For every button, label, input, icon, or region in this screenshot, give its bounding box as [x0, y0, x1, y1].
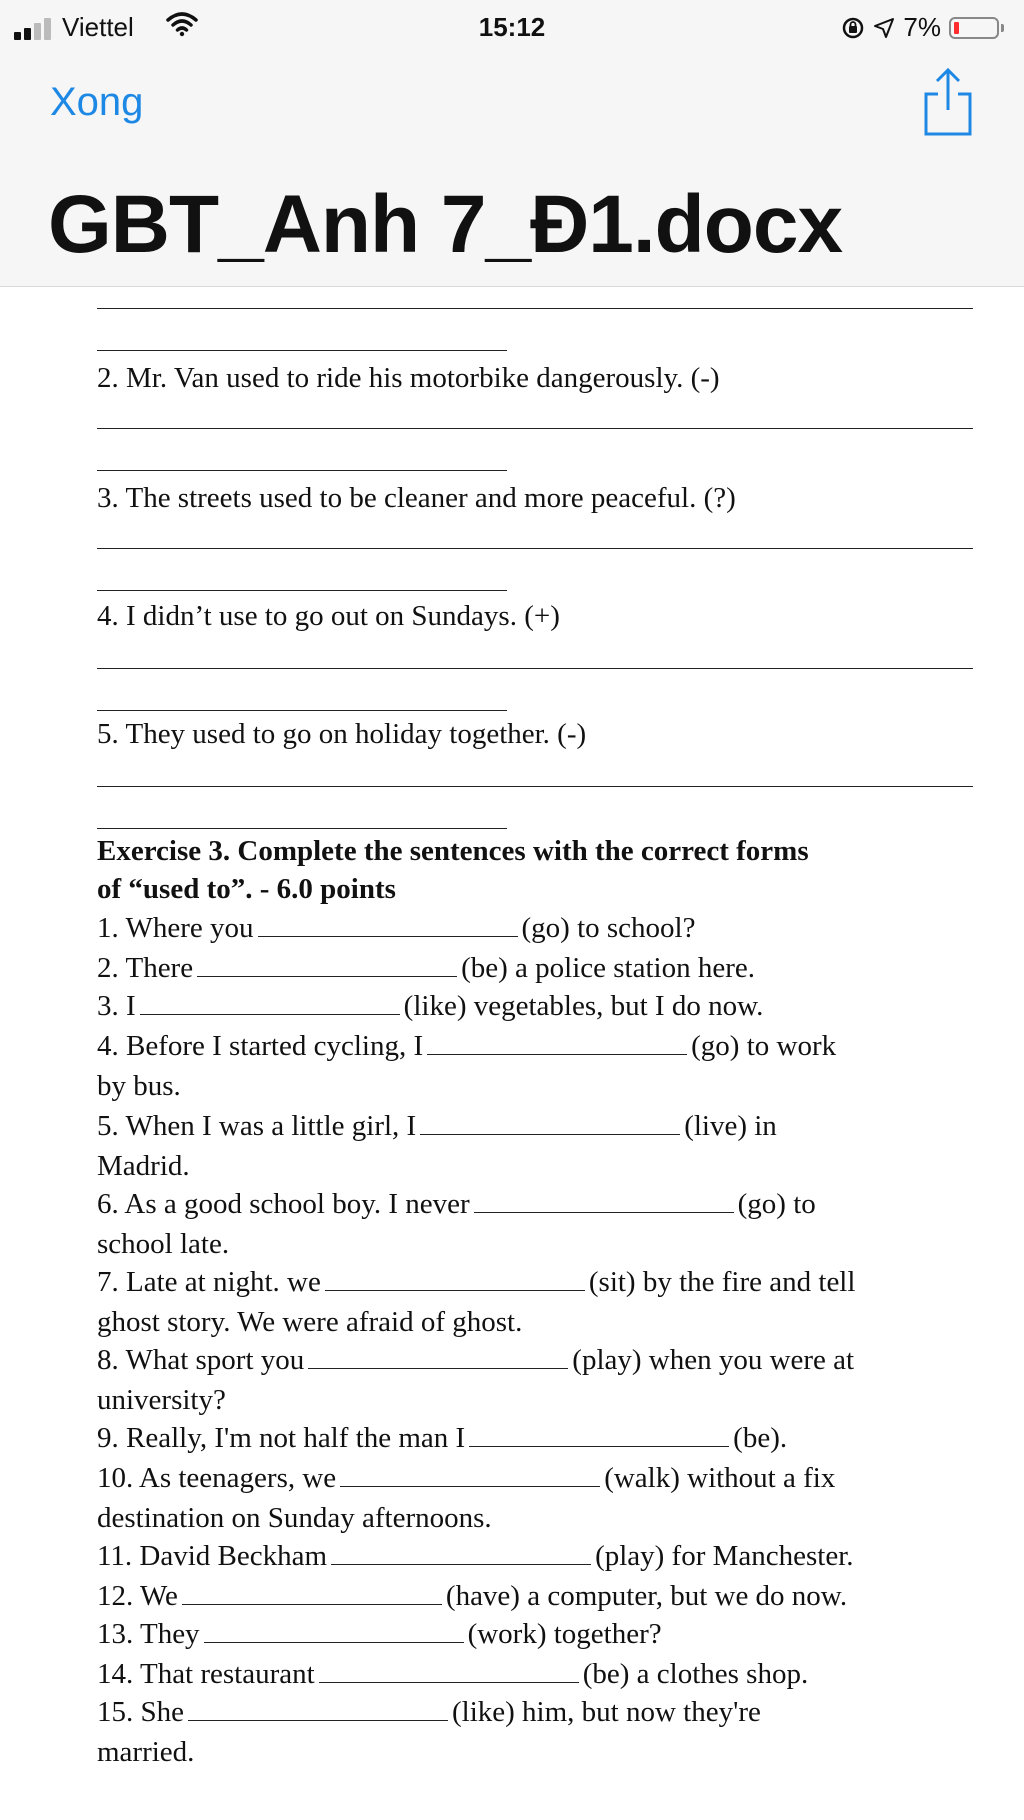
- blank-line: [197, 952, 457, 977]
- document-title: GBT_Anh 7_Đ1.docx: [48, 179, 843, 270]
- exercise3-item: [97, 1418, 977, 1458]
- exercise3-item: [97, 986, 977, 1026]
- item-text: (work) together?: [467, 1618, 662, 1650]
- exercise2-item: 3. The streets used to be cleaner and more peaceful. (?): [97, 482, 736, 514]
- exercise3-item: [97, 1536, 977, 1576]
- answer-line: [97, 710, 507, 711]
- item-text: 7. Late at night. we: [97, 1266, 321, 1298]
- item-text: 1. Where you: [97, 912, 254, 944]
- blank-line: [325, 1266, 585, 1291]
- item-text: (like) vegetables, but I do now.: [403, 990, 764, 1022]
- blank-line: [474, 1188, 734, 1213]
- location-icon: [873, 17, 895, 39]
- item-text: 10. As teenagers, we: [97, 1462, 337, 1494]
- item-text: Madrid.: [97, 1150, 190, 1182]
- item-text: 12. We: [97, 1580, 178, 1612]
- item-text: ghost story. We were afraid of ghost.: [97, 1306, 523, 1338]
- item-text: school late.: [97, 1228, 230, 1260]
- item-text: (sit) by the fire and tell: [588, 1266, 856, 1298]
- exercise3-item: [97, 1576, 977, 1616]
- item-text: by bus.: [97, 1070, 181, 1102]
- answer-line: [97, 828, 507, 829]
- item-text: (be) a police station here.: [461, 952, 755, 984]
- item-text: (have) a computer, but we do now.: [445, 1580, 848, 1612]
- exercise3-item: [97, 1340, 977, 1420]
- blank-line: [308, 1344, 568, 1369]
- blank-line: [420, 1110, 680, 1135]
- orientation-lock-icon: [841, 16, 865, 40]
- exercise3-item: [97, 1458, 977, 1538]
- item-text: (be) a clothes shop.: [582, 1658, 809, 1690]
- share-icon[interactable]: [922, 66, 974, 138]
- blank-line: [469, 1422, 729, 1447]
- exercise3-item: [97, 1106, 977, 1186]
- blank-line: [182, 1580, 442, 1605]
- status-bar: [0, 8, 1024, 48]
- answer-line: [97, 548, 973, 549]
- item-text: 5. When I was a little girl, I: [97, 1110, 417, 1142]
- blank-line: [319, 1658, 579, 1683]
- item-text: (be).: [733, 1422, 788, 1454]
- exercise2-item: 4. I didn’t use to go out on Sundays. (+): [97, 600, 560, 632]
- exercise3-item: [97, 948, 977, 988]
- blank-line: [188, 1696, 448, 1721]
- item-text: 2. There: [97, 952, 194, 984]
- answer-line: [97, 428, 973, 429]
- blank-line: [331, 1540, 591, 1565]
- item-text: (go) to: [737, 1188, 816, 1220]
- answer-line: [97, 786, 973, 787]
- item-text: 3. I: [97, 990, 136, 1022]
- answer-line: [97, 350, 507, 351]
- item-text: 11. David Beckham: [97, 1540, 328, 1572]
- item-text: university?: [97, 1384, 226, 1416]
- item-text: (play) when you were at: [572, 1344, 855, 1376]
- item-text: 9. Really, I'm not half the man I: [97, 1422, 466, 1454]
- exercise3-item: [97, 1262, 977, 1342]
- item-text: (go) to work: [691, 1030, 837, 1062]
- item-text: (play) for Manchester.: [595, 1540, 854, 1572]
- answer-line: [97, 470, 507, 471]
- answer-line: [97, 590, 507, 591]
- battery-icon: [949, 17, 999, 39]
- exercise3-item: [97, 1184, 977, 1264]
- item-text: 15. She: [97, 1696, 184, 1728]
- item-text: 8. What sport you: [97, 1344, 305, 1376]
- battery-tip: [1001, 24, 1004, 32]
- exercise3-item: [97, 1692, 977, 1772]
- item-text: (like) him, but now they're: [452, 1696, 761, 1728]
- exercise3-item: [97, 1654, 977, 1694]
- item-text: 13. They: [97, 1618, 200, 1650]
- exercise3-item: [97, 908, 977, 948]
- navigation-header: [0, 0, 1024, 287]
- blank-line: [427, 1030, 687, 1055]
- blank-line: [258, 912, 518, 937]
- exercise3-item: [97, 1614, 977, 1654]
- battery-percent: 7%: [903, 12, 941, 42]
- blank-line: [204, 1618, 464, 1643]
- exercise3-item: [97, 1026, 977, 1106]
- answer-line: [97, 308, 973, 309]
- item-text: (live) in: [684, 1110, 777, 1142]
- answer-line: [97, 668, 973, 669]
- blank-line: [340, 1462, 600, 1487]
- exercise2-item: 5. They used to go on holiday together. (-): [97, 718, 587, 750]
- clock-time: 15:12: [478, 12, 546, 42]
- carrier-name: Viettel: [62, 12, 134, 42]
- blank-line: [140, 990, 400, 1015]
- item-text: 4. Before I started cycling, I: [97, 1030, 424, 1062]
- item-text: destination on Sunday afternoons.: [97, 1502, 492, 1534]
- item-text: 6. As a good school boy. I never: [97, 1188, 470, 1220]
- exercise3-title-line1: Exercise 3. Complete the sentences with the correct forms: [97, 835, 809, 867]
- item-text: (go) to school?: [521, 912, 696, 944]
- item-text: (walk) without a fix: [604, 1462, 836, 1494]
- exercise3-title: [97, 832, 977, 908]
- done-button[interactable]: Xong: [50, 80, 144, 124]
- item-text: married.: [97, 1736, 195, 1768]
- exercise2-item: 2. Mr. Van used to ride his motorbike dangerously. (-): [97, 362, 720, 394]
- exercise3-title-line2: of “used to”. - 6.0 points: [97, 873, 396, 905]
- item-text: 14. That restaurant: [97, 1658, 315, 1690]
